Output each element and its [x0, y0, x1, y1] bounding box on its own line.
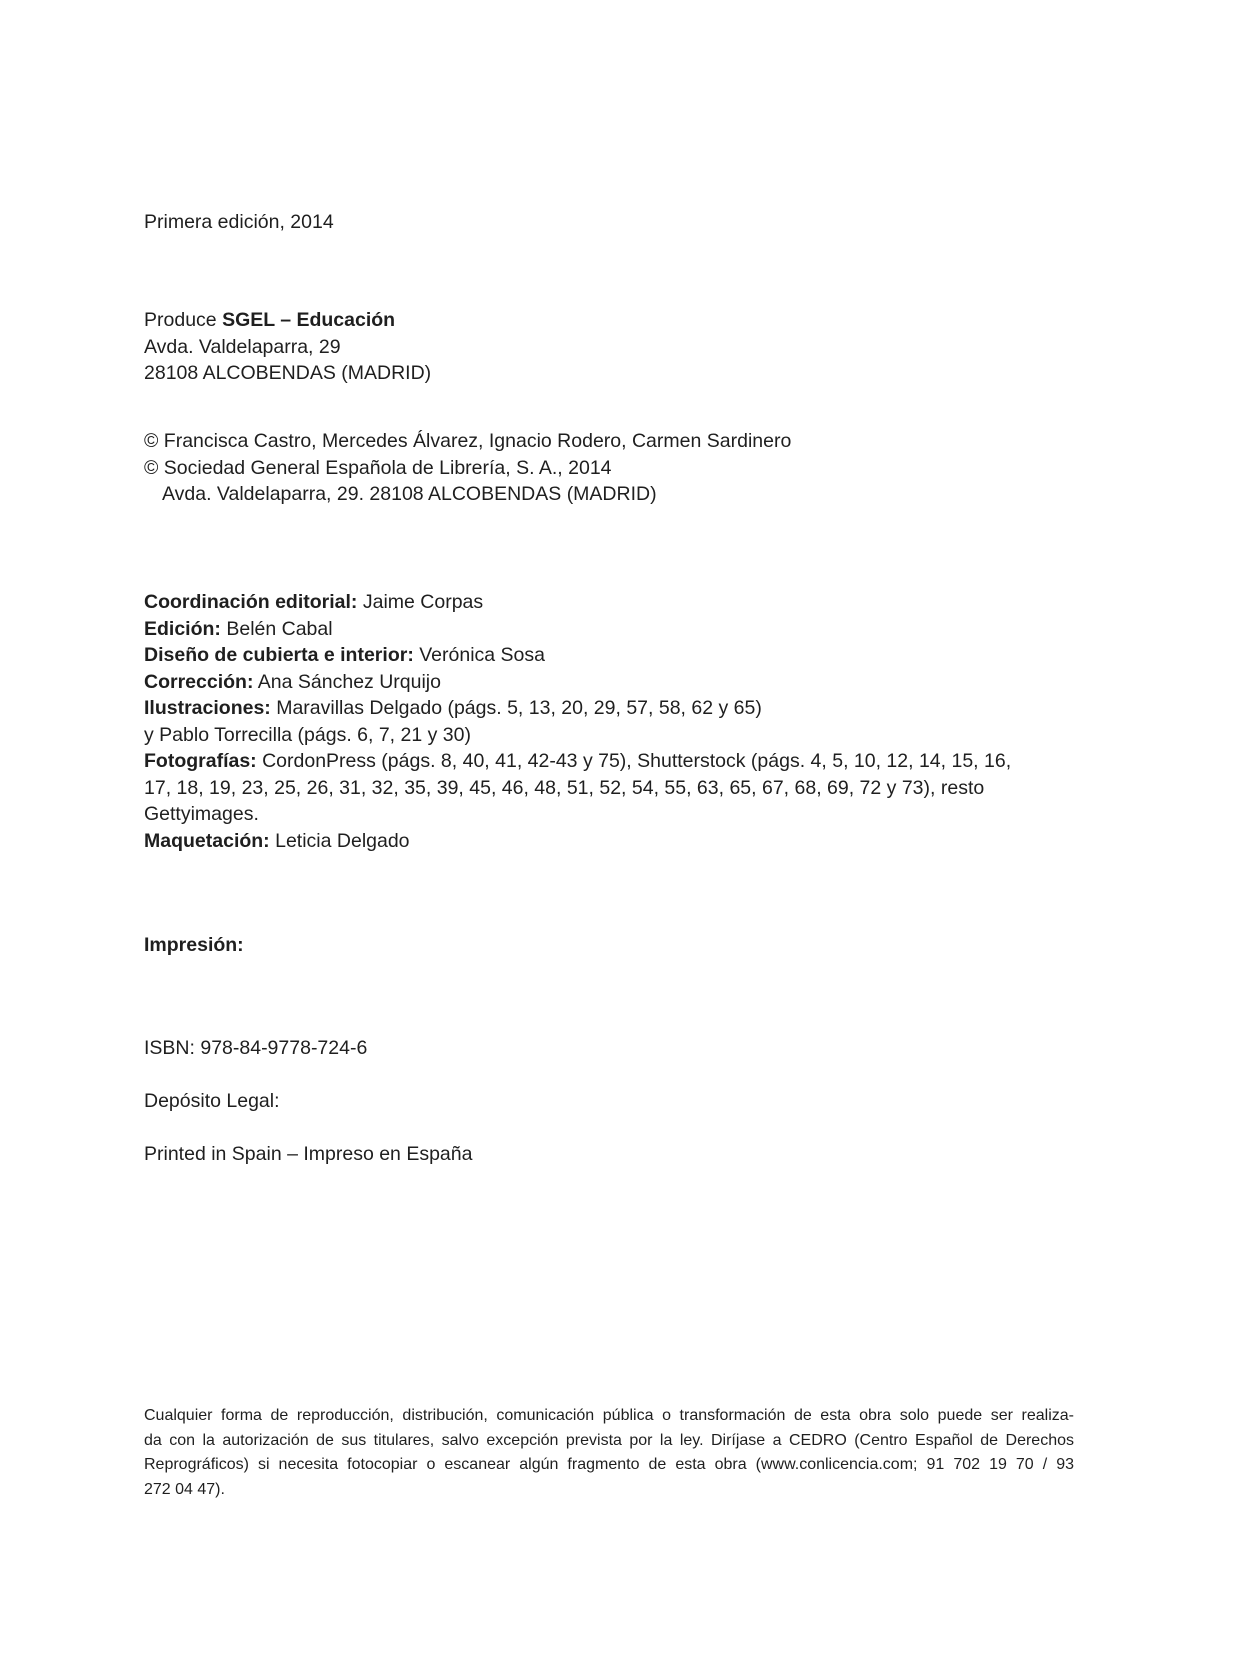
producer-prefix: Produce [144, 309, 223, 331]
legal-deposit-text: Depósito Legal: [144, 1090, 280, 1112]
credit-edition [144, 616, 1084, 643]
credit-edition-value: Belén Cabal [220, 617, 333, 640]
copyright-block [144, 428, 1084, 508]
credit-coordination-value: Jaime Corpas [357, 591, 484, 613]
legal-notice [144, 1404, 1074, 1502]
edition-text: Primera edición, 2014 [144, 211, 334, 233]
credit-edition-label: Edición: [144, 617, 221, 640]
credit-photos-value-line2: 17, 18, 19, 23, 25, 26, 31, 32, 35, 39, 45, 46, 48, 51, 52, 54, 55, 63, 65, 67, 68, 69, 72 y 73), resto [144, 776, 985, 799]
credit-photos [144, 748, 1084, 775]
credit-coordination-label: Coordinación editorial: [144, 591, 358, 613]
credit-correction [144, 669, 1084, 696]
isbn-text: ISBN: 978-84-9778-724-6 [144, 1037, 368, 1059]
edition-statement [144, 209, 1084, 236]
credit-illustrations-continued: y Pablo Torrecilla (págs. 6, 7, 21 y 30) [144, 723, 471, 746]
credit-photos-label: Fotografías: [144, 750, 257, 772]
credit-coordination [144, 589, 1084, 616]
legal-notice-line1: Cualquier forma de reproducción, distribución, comunicación pública o transformación de esta obra solo puede ser realiza- [144, 1407, 1074, 1424]
credit-correction-value: Ana Sánchez Urquijo [253, 670, 441, 693]
credit-layout-label: Maquetación: [144, 829, 270, 852]
credit-design-value: Verónica Sosa [413, 644, 545, 666]
credit-design [144, 642, 1084, 669]
legal-deposit-block [144, 1088, 1084, 1115]
credits-block [144, 589, 1084, 854]
credit-photos-value-line3: Gettyimages. [144, 803, 259, 825]
copyright-authors: © Francisca Castro, Mercedes Álvarez, Ignacio Rodero, Carmen Sardinero [144, 430, 792, 452]
credit-layout [144, 828, 1084, 855]
credit-design-label: Diseño de cubierta e interior: [144, 644, 414, 666]
copyright-publisher: © Sociedad General Española de Librería, S. A., 2014 [144, 456, 612, 479]
legal-notice-line3: Reprográficos) si necesita fotocopiar o escanear algún fragmento de esta obra (www.conlicencia.com; 91 702 19 70 / 93 [144, 1456, 1074, 1473]
credit-illustrations-label: Ilustraciones: [144, 697, 271, 719]
isbn-block [144, 1035, 1084, 1062]
printed-in-block [144, 1141, 1084, 1168]
legal-notice-line4: 272 04 47). [144, 1480, 225, 1498]
credit-illustrations [144, 695, 1084, 722]
printing-label: Impresión: [144, 934, 244, 956]
producer-address-line1: Avda. Valdelaparra, 29 [144, 335, 341, 358]
credit-illustrations-value: Maravillas Delgado (págs. 5, 13, 20, 29, 57, 58, 62 y 65) [270, 697, 762, 719]
producer-block [144, 307, 1084, 387]
credit-photos-value-line1: CordonPress (págs. 8, 40, 41, 42-43 y 75), Shutterstock (págs. 4, 5, 10, 12, 14, 15, 16, [256, 750, 1012, 772]
copyright-publisher-address: Avda. Valdelaparra, 29. 28108 ALCOBENDAS (MADRID) [162, 483, 657, 505]
credit-correction-label: Corrección: [144, 670, 254, 693]
printing-block [144, 932, 1084, 959]
printed-in-text: Printed in Spain – Impreso en España [144, 1143, 473, 1165]
producer-name: SGEL – Educación [222, 309, 396, 331]
credit-layout-value: Leticia Delgado [269, 829, 410, 852]
producer-line [144, 307, 1084, 334]
legal-notice-line2: da con la autorización de sus titulares, salvo excepción prevista por la ley. Diríjase a CEDRO (Centro Español de Derechos [144, 1431, 1074, 1449]
producer-address-line2: 28108 ALCOBENDAS (MADRID) [144, 362, 432, 384]
